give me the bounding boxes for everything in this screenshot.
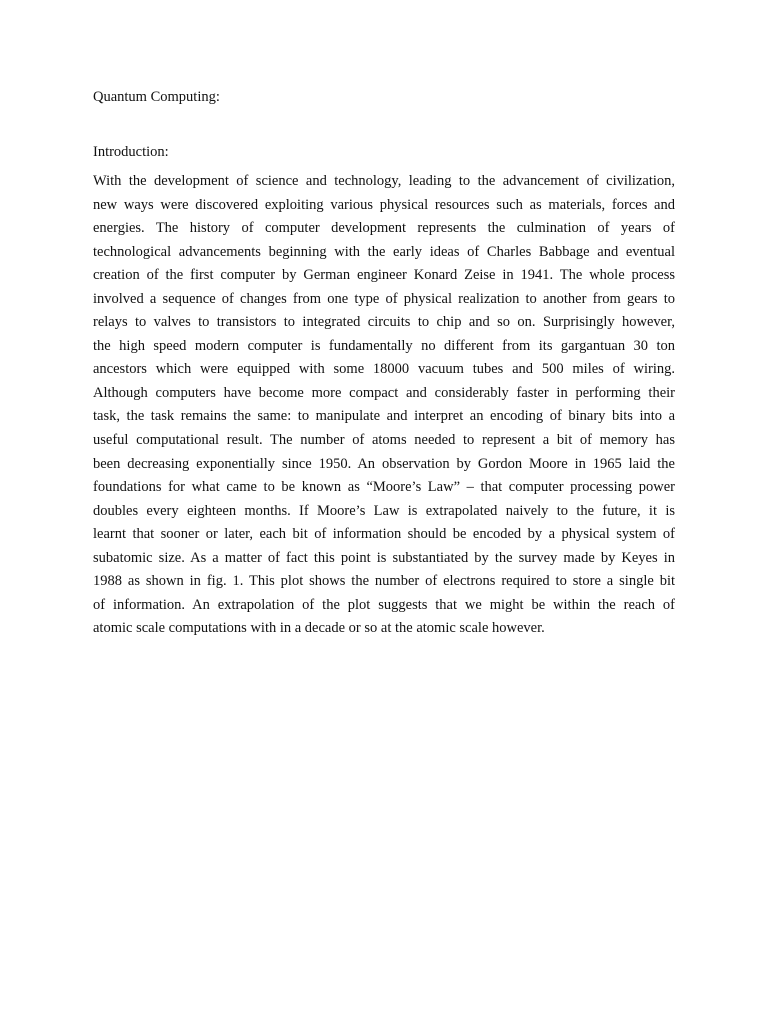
introduction-paragraph xyxy=(93,170,675,641)
paragraph-line: doubles every eighteen months. If Moore’s Law is extrapolated naively to the future, it is xyxy=(93,502,675,519)
paragraph-line: task, the task remains the same: to manipulate and interpret an encoding of binary bits into a xyxy=(93,408,675,425)
paragraph-line: energies. The history of computer development represents the culmination of years of xyxy=(93,220,675,237)
paragraph-line: atomic scale computations with in a decade or so at the atomic scale however. xyxy=(93,620,545,637)
paragraph-line: With the development of science and technology, leading to the advancement of civilization, xyxy=(93,173,675,189)
paragraph-line: been decreasing exponentially since 1950. An observation by Gordon Moore in 1965 laid the xyxy=(93,455,675,472)
paragraph-line: ancestors which were equipped with some 18000 vacuum tubes and 500 miles of wiring. xyxy=(93,361,675,378)
paragraph-line: Although computers have become more compact and considerably faster in performing their xyxy=(93,384,675,401)
paragraph-line: 1988 as shown in fig. 1. This plot shows the number of electrons required to store a single bit xyxy=(93,573,675,590)
section-heading-introduction: Introduction: xyxy=(93,144,169,160)
paragraph-line: creation of the first computer by German engineer Konard Zeise in 1941. The whole process xyxy=(93,267,675,284)
paragraph-line: of information. An extrapolation of the plot suggests that we might be within the reach of xyxy=(93,596,675,613)
paragraph-line: involved a sequence of changes from one type of physical realization to another from gears to xyxy=(93,290,675,307)
paragraph-line: subatomic size. As a matter of fact this point is substantiated by the survey made by Keyes in xyxy=(93,549,675,566)
paragraph-line: the high speed modern computer is fundamentally no different from its gargantuan 30 ton xyxy=(93,337,675,354)
paragraph-line: learnt that sooner or later, each bit of information should be encoded by a physical system of xyxy=(93,526,675,543)
paragraph-line: technological advancements beginning with the early ideas of Charles Babbage and eventual xyxy=(93,243,675,260)
paragraph-line: relays to valves to transistors to integrated circuits to chip and so on. Surprisingly however, xyxy=(93,314,675,331)
paragraph-line: foundations for what came to be known as “Moore’s Law” – that computer processing power xyxy=(93,479,675,496)
document-title: Quantum Computing: xyxy=(93,89,220,105)
paragraph-line: useful computational result. The number of atoms needed to represent a bit of memory has xyxy=(93,432,675,449)
paragraph-line: new ways were discovered exploiting various physical resources such as materials, forces and xyxy=(93,196,675,213)
